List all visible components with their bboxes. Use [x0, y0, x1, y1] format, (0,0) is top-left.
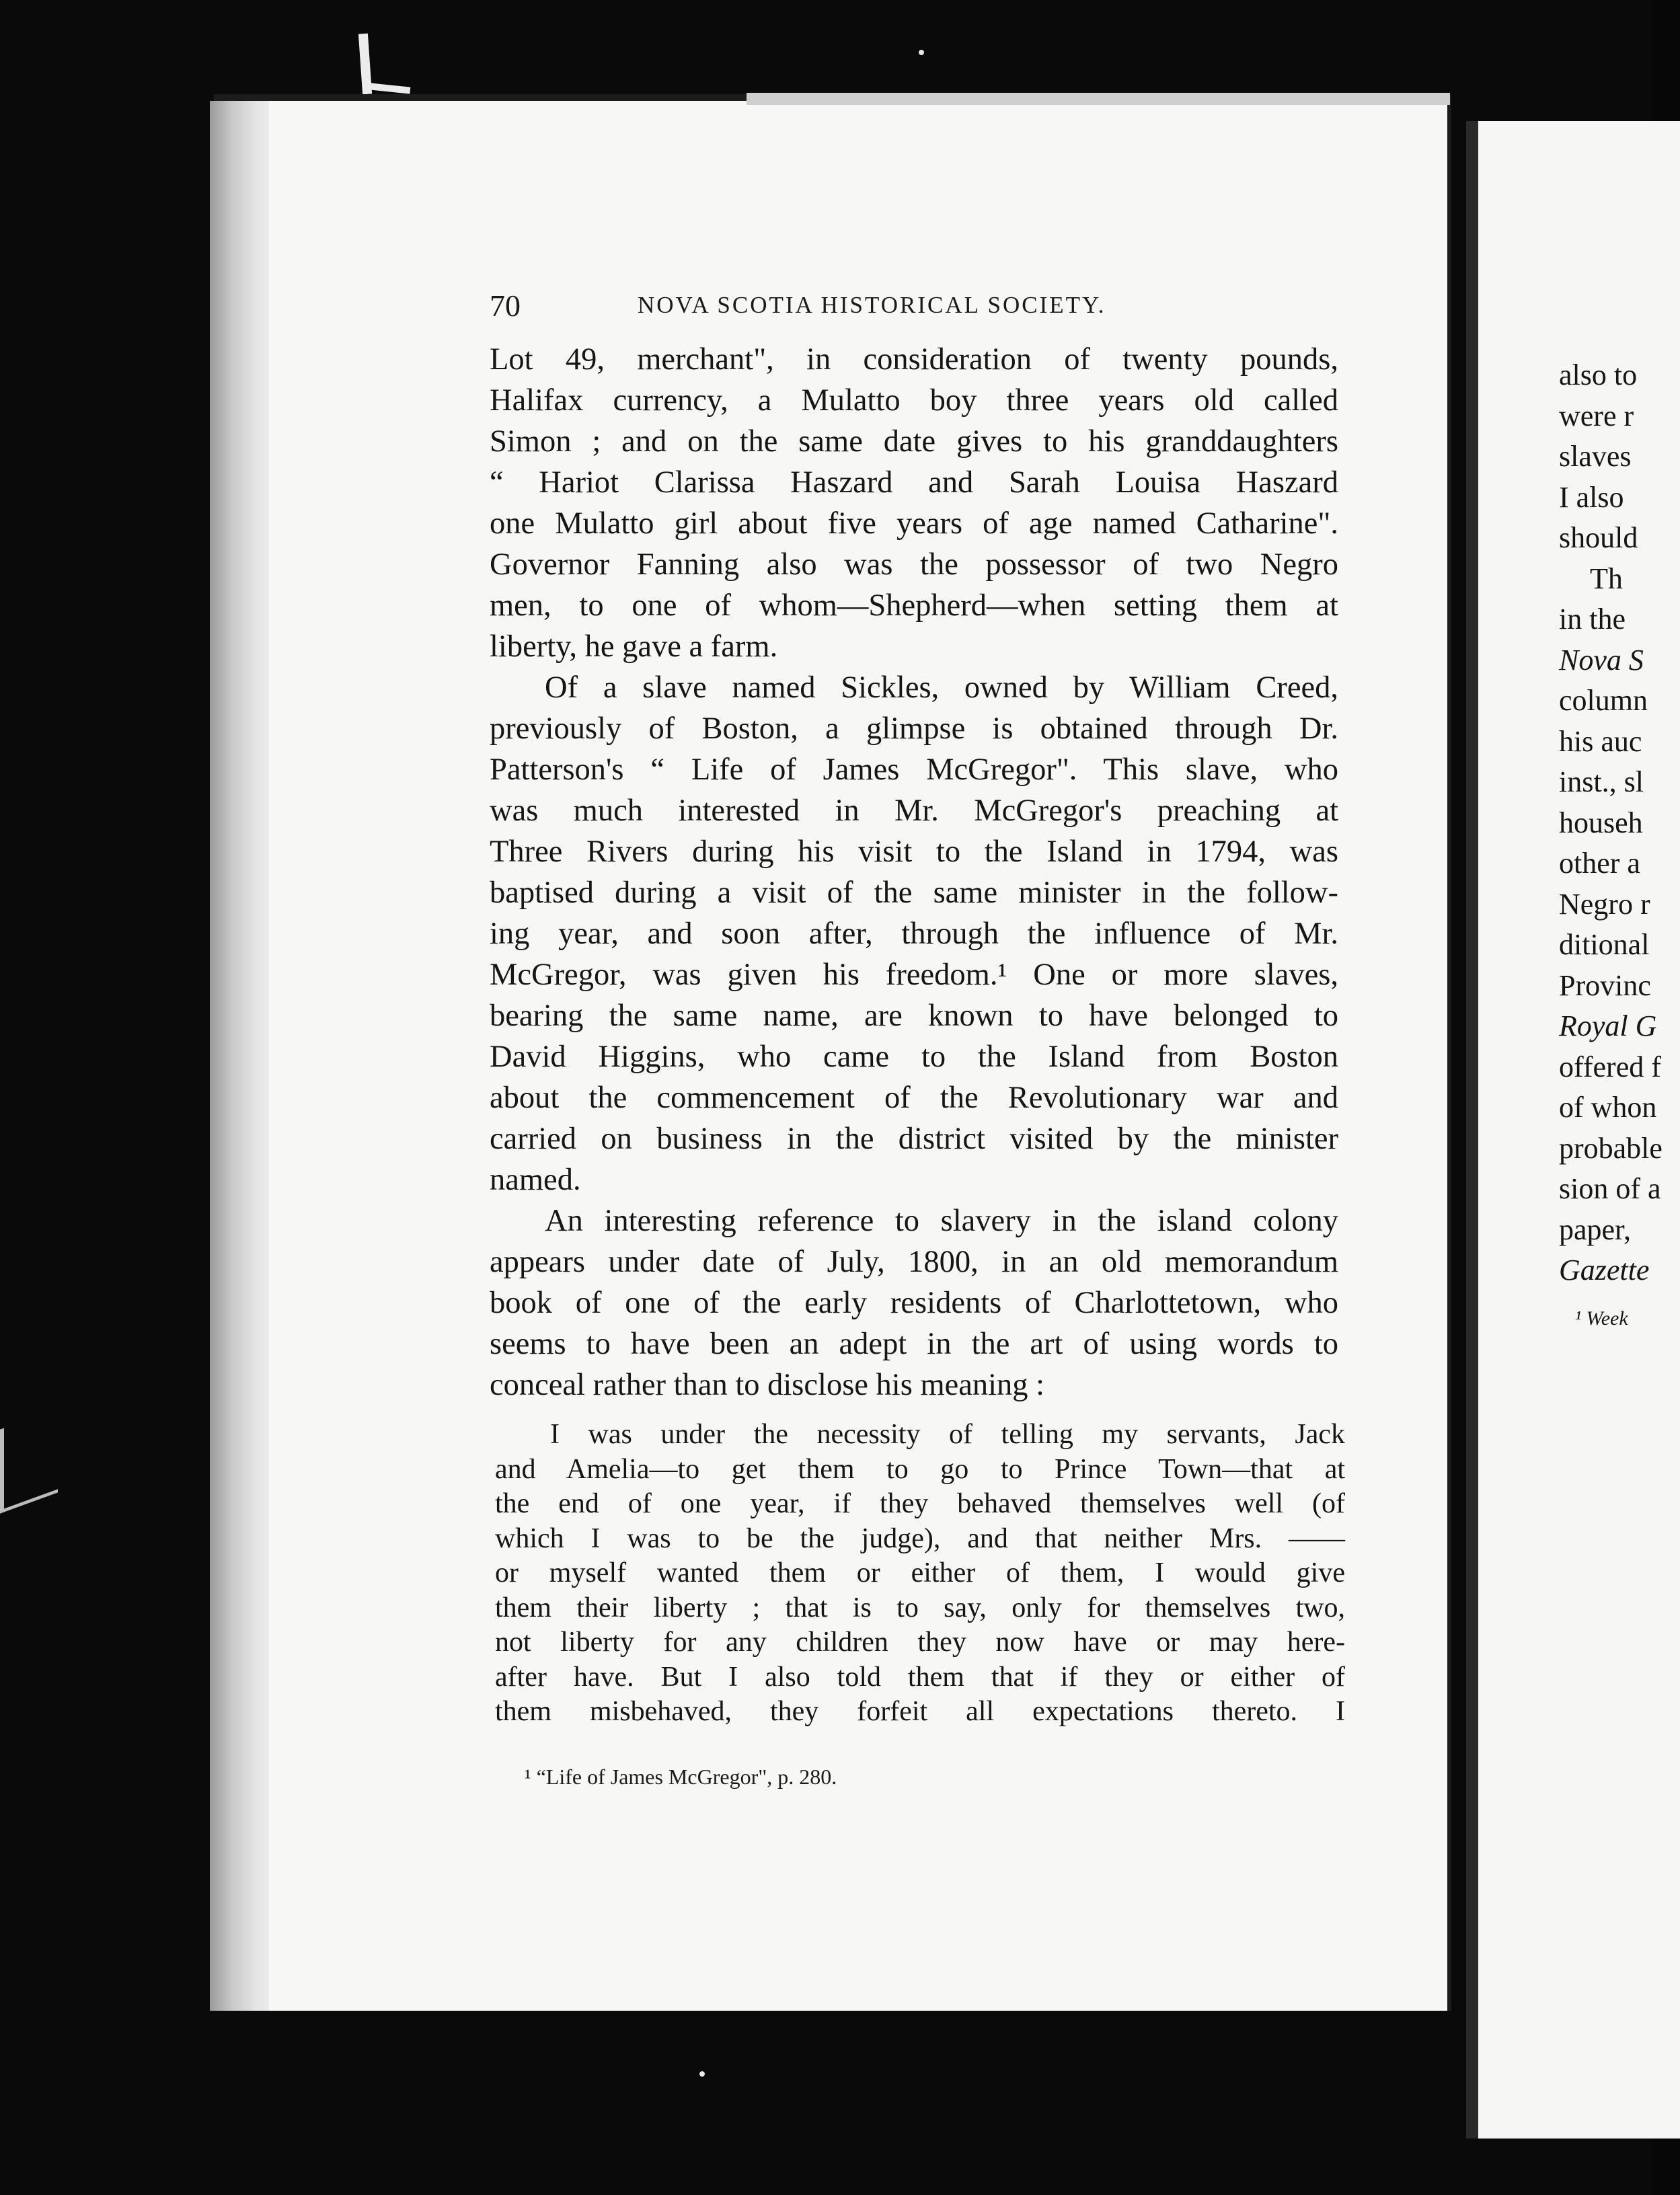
text-line: Three Rivers during his visit to the Island in 1794, was: [490, 835, 1338, 869]
page-fore-edge: [210, 101, 274, 2011]
right-text-line: also to: [1559, 358, 1638, 391]
right-text-line: Royal G: [1559, 1009, 1657, 1042]
running-head: [490, 288, 1344, 328]
text-line: liberty, he gave a farm.: [490, 629, 778, 664]
right-text-line: ditional: [1559, 928, 1650, 961]
right-text-line: Gazette: [1559, 1254, 1650, 1286]
text-line: “ Hariot Clarissa Haszard and Sarah Louisa Haszard: [490, 465, 1338, 500]
text-line: Of a slave named Sickles, owned by William Creed,: [545, 670, 1338, 705]
right-text-line: his auc: [1559, 724, 1642, 758]
right-text-line: sion of a: [1559, 1172, 1661, 1205]
text-line: was much interested in Mr. McGregor's preaching at: [490, 794, 1338, 828]
page-number: 70: [490, 288, 521, 323]
text-line: baptised during a visit of the same minister in the follow-: [490, 876, 1338, 910]
text-line: carried on business in the district visited by the minister: [490, 1122, 1338, 1156]
right-text-line: inst., sl: [1559, 765, 1644, 798]
footnote: ¹ “Life of James McGregor", p. 280.: [525, 1765, 837, 1789]
text-line: Halifax currency, a Mulatto boy three years old called: [490, 383, 1338, 418]
quote-line: after have. But I also told them that if they or either of: [495, 1661, 1345, 1693]
text-line: ing year, and soon after, through the influence of Mr.: [490, 917, 1338, 951]
right-text-line: offered f: [1559, 1050, 1661, 1083]
text-line: Patterson's “ Life of James McGregor". This slave, who: [490, 753, 1338, 787]
text-line: Governor Fanning also was the possessor of two Negro: [490, 547, 1338, 582]
right-page-text-fragment: [1559, 355, 1667, 1291]
right-text-line: column: [1559, 684, 1648, 717]
right-text-line: I also: [1559, 480, 1624, 514]
right-text-line: should: [1559, 521, 1638, 554]
text-line: McGregor, was given his freedom.¹ One or more slaves,: [490, 958, 1338, 992]
text-line: conceal rather than to disclose his meaning :: [490, 1368, 1045, 1402]
text-line: about the commencement of the Revolutionary war and: [490, 1081, 1338, 1115]
right-text-line: househ: [1559, 806, 1643, 839]
text-line: Lot 49, merchant", in consideration of twenty pounds,: [490, 342, 1338, 377]
quote-line: them misbehaved, they forfeit all expectations thereto. I: [495, 1696, 1345, 1727]
quote-line: and Amelia—to get them to go to Prince Town—that at: [495, 1453, 1345, 1485]
quote-line: them their liberty ; that is to say, only for themselves two,: [495, 1592, 1345, 1623]
right-text-line: Negro r: [1559, 887, 1650, 921]
text-line: book of one of the early residents of Charlottetown, who: [490, 1286, 1338, 1320]
right-text-line: Nova S: [1559, 643, 1644, 677]
quote-line: not liberty for any children they now have or may here-: [495, 1627, 1345, 1658]
text-line: seems to have been an adept in the art of using words to: [490, 1327, 1338, 1361]
right-text-line: in the: [1559, 603, 1626, 636]
right-text-line: slaves: [1559, 440, 1632, 473]
block-quote: [495, 1418, 1345, 1730]
right-text-line: probable: [1559, 1131, 1663, 1165]
right-text-line: were r: [1559, 399, 1634, 432]
scan-artifact-scribble: [0, 1408, 58, 1513]
right-text-line: of whon: [1559, 1091, 1657, 1124]
dust-speck: [699, 2071, 705, 2077]
text-line: Simon ; and on the same date gives to his granddaughters: [490, 424, 1338, 459]
right-page-footnote-fragment: ¹ Week: [1575, 1307, 1628, 1330]
right-text-line: paper,: [1559, 1212, 1631, 1246]
text-line: previously of Boston, a glimpse is obtained through Dr.: [490, 711, 1338, 746]
page-top-strip: [747, 93, 1450, 105]
right-text-line: Th: [1590, 562, 1623, 595]
text-line: An interesting reference to slavery in the island colony: [545, 1204, 1338, 1238]
body-text: [490, 339, 1338, 1405]
quote-line: or myself wanted them or either of them, I would give: [495, 1557, 1345, 1588]
text-line: one Mulatto girl about five years of age named Catharine".: [490, 506, 1338, 541]
text-line: David Higgins, who came to the Island from Boston: [490, 1040, 1338, 1074]
quote-line: which I was to be the judge), and that neither Mrs. ——: [495, 1523, 1345, 1554]
running-head-title: NOVA SCOTIA HISTORICAL SOCIETY.: [638, 292, 1106, 318]
quote-line: the end of one year, if they behaved themselves well (of: [495, 1488, 1345, 1519]
quote-line: I was under the necessity of telling my servants, Jack: [550, 1419, 1345, 1450]
text-line: bearing the same name, are known to have belonged to: [490, 999, 1338, 1033]
right-text-line: Provinc: [1559, 968, 1651, 1002]
text-line: named.: [490, 1163, 581, 1197]
dust-speck: [919, 50, 924, 55]
right-text-line: other a: [1559, 847, 1640, 880]
text-line: appears under date of July, 1800, in an old memorandum: [490, 1245, 1338, 1279]
text-line: men, to one of whom—Shepherd—when setting them at: [490, 588, 1338, 623]
